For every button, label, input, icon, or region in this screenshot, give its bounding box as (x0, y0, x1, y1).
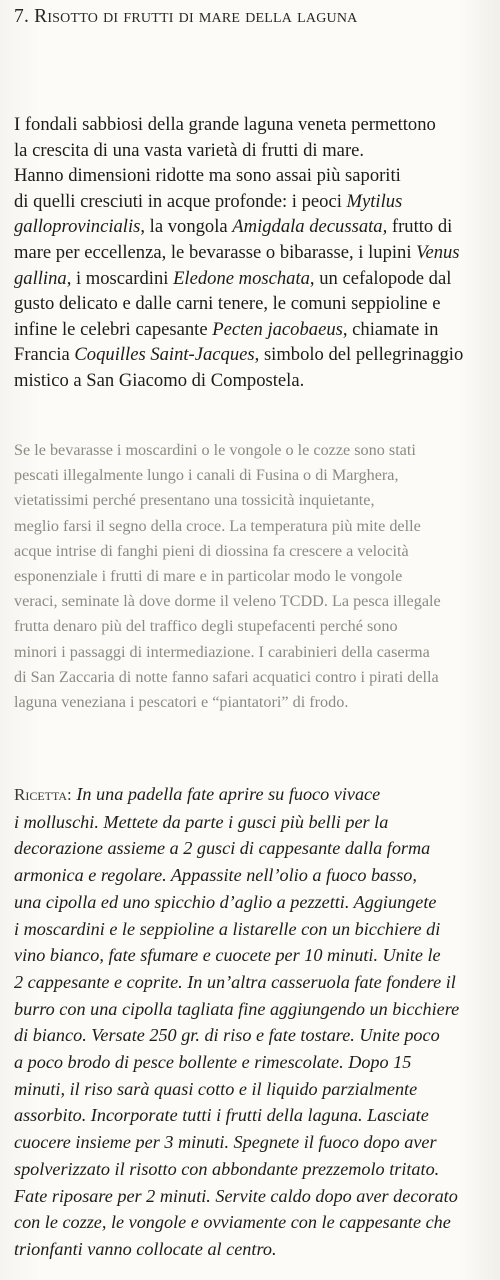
intro-text: Hanno dimensioni ridotte ma sono assai più saporiti (14, 165, 401, 187)
recipe-line (14, 969, 494, 996)
intro-text: Amigdala decussata, (232, 216, 388, 238)
recipe-title (14, 6, 494, 28)
recipe-line (14, 1076, 494, 1103)
recipe-text: minuti, il riso sarà quasi cotto e il liquido parzialmente (14, 1078, 418, 1099)
recipe-text: i moscardini e le seppioline a listarelle con un bicchiere di (14, 918, 441, 939)
news-text: minori i passaggi di intermediazione. I carabinieri della caserma (14, 642, 430, 661)
recipe-label: Ricetta: (14, 785, 72, 804)
intro-text: infine le celebri capesante (14, 318, 213, 340)
recipe-line (14, 835, 494, 862)
recipe-text: 2 cappesante e coprite. In un’altra casseruola fate fondere il (14, 971, 456, 992)
news-text: acque intrise di fanghi pieni di diossina fa crescere a velocità (14, 541, 409, 560)
intro-line (14, 342, 494, 368)
intro-text: frutto di (387, 216, 453, 238)
intro-text: galloprovincialis (14, 216, 141, 238)
news-text: di San Zaccaria di notte fanno safari acquatici contro i pirati della (14, 667, 439, 686)
news-line (14, 564, 494, 589)
news-paragraph (14, 438, 494, 715)
intro-text: , chiamate in (342, 318, 439, 340)
recipe-line (14, 809, 494, 836)
recipe-text: assorbito. Incorporate tutti i frutti della laguna. Lasciate (14, 1105, 429, 1126)
news-text: frutta denaro più del traffico degli stupefacenti perché sono (14, 617, 398, 636)
recipe-text: i molluschi. Mettete da parte i gusci più belli per la (14, 811, 389, 832)
news-line (14, 438, 494, 463)
recipe-line (14, 781, 494, 809)
recipe-text: vino bianco, fate sfumare e cuocete per 10 minuti. Unite le (14, 945, 441, 966)
recipe-line (14, 1049, 494, 1076)
intro-text: Mytilus (346, 190, 403, 212)
intro-line (14, 368, 494, 394)
recipe-text: spolverizzato il risotto con abbondante prezzemolo tritato. (14, 1158, 440, 1179)
news-text: laguna veneziana i pescatori e “piantatori” di frodo. (14, 693, 349, 712)
recipe-text: una cipolla ed uno spicchio d’aglio a pezzetti. Aggiungete (14, 891, 437, 912)
recipe-text: armonica e regolare. Appassite nell’olio a fuoco basso, (14, 865, 417, 886)
recipe-line (14, 1129, 494, 1156)
intro-text: I fondali sabbiosi della grande laguna veneta permettono (14, 114, 436, 135)
recipe-text: cuocere insieme per 3 minuti. Spegnete il fuoco dopo aver (14, 1132, 437, 1153)
intro-line (14, 214, 494, 240)
intro-text: , un cefalopode dal (309, 267, 452, 289)
recipe-text: di bianco. Versate 250 gr. di riso e fate tostare. Unite poco (14, 1025, 440, 1046)
intro-line (14, 266, 494, 292)
recipe-paragraph (14, 781, 494, 1263)
news-text: pescati illegalmente lungo i canali di Fusina o di Marghera, (14, 466, 399, 485)
intro-line (14, 138, 494, 164)
news-line (14, 589, 494, 614)
intro-line (14, 240, 494, 266)
recipe-text: Fate riposare per 2 minuti. Servite caldo dopo aver decorato (14, 1185, 458, 1206)
news-text: Se le bevarasse i moscardini o le vongole o le cozze sono stati (14, 441, 416, 459)
intro-line (14, 317, 494, 343)
intro-text: gusto delicato e dalle carni tenere, le comuni seppioline e (14, 293, 441, 315)
recipe-line (14, 996, 494, 1023)
recipe-text: burro con una cipolla tagliata fine aggiungendo un bicchiere (14, 998, 460, 1019)
news-line (14, 539, 494, 564)
recipe-text: a poco brodo di pesce bollente e rimescolate. Dopo 15 (14, 1052, 412, 1073)
news-line (14, 463, 494, 488)
intro-text: Coquilles Saint-Jacques (74, 344, 255, 366)
recipe-text: con le cozze, le vongole e ovviamente con le cappesante che (14, 1212, 451, 1233)
intro-text: Eledone moschata (173, 267, 310, 289)
news-text: vietatissimi perché presentano una tossicità inquietante, (14, 491, 375, 510)
intro-text: gallina (14, 267, 67, 289)
news-line (14, 690, 494, 715)
intro-line (14, 291, 494, 317)
recipe-line (14, 1236, 494, 1263)
intro-line (14, 189, 494, 215)
news-text: meglio farsi il segno della croce. La temperatura più mite delle (14, 516, 421, 535)
intro-text: , i moscardini (66, 267, 174, 289)
news-text: esponenziale i frutti di mare e in particolar modo le vongole (14, 567, 403, 586)
intro-text: Francia (14, 344, 75, 366)
intro-text: , simbolo del pellegrinaggio (254, 344, 464, 366)
recipe-line (14, 889, 494, 916)
news-line (14, 665, 494, 690)
intro-text: la crescita di una vasta varietà di frutti di mare. (14, 139, 365, 161)
recipe-line (14, 1209, 494, 1236)
recipe-line (14, 942, 494, 969)
intro-line (14, 112, 494, 138)
intro-text: mistico a San Giacomo di Compostela. (14, 369, 305, 391)
recipe-line (14, 1022, 494, 1049)
recipe-line (14, 1102, 494, 1129)
news-line (14, 640, 494, 665)
intro-text: , la vongola (140, 216, 233, 238)
intro-line (14, 163, 494, 189)
recipe-text: In una padella fate aprire su fuoco vivace (71, 784, 381, 804)
recipe-line (14, 916, 494, 943)
news-line (14, 488, 494, 513)
recipe-title-text: Risotto di frutti di mare della laguna (34, 6, 358, 27)
news-line (14, 514, 494, 539)
recipe-line (14, 862, 494, 889)
intro-text: Pecten jacobaeus (212, 318, 343, 340)
intro-paragraph (14, 112, 494, 394)
recipe-text: trionfanti vanno collocate al centro. (14, 1238, 277, 1259)
recipe-line (14, 1156, 494, 1183)
intro-text: mare per eccellenza, le bevarasse o bibarasse, i lupini (14, 241, 417, 263)
recipe-text: decorazione assieme a 2 gusci di cappesante dalla forma (14, 838, 431, 859)
intro-text: Venus (416, 241, 460, 263)
news-line (14, 614, 494, 639)
intro-text: di quelli cresciuti in acque profonde: i peoci (14, 190, 347, 212)
recipe-number: 7. (14, 6, 30, 27)
news-text: veraci, seminate là dove dorme il veleno TCDD. La pesca illegale (14, 592, 441, 611)
recipe-line (14, 1183, 494, 1210)
